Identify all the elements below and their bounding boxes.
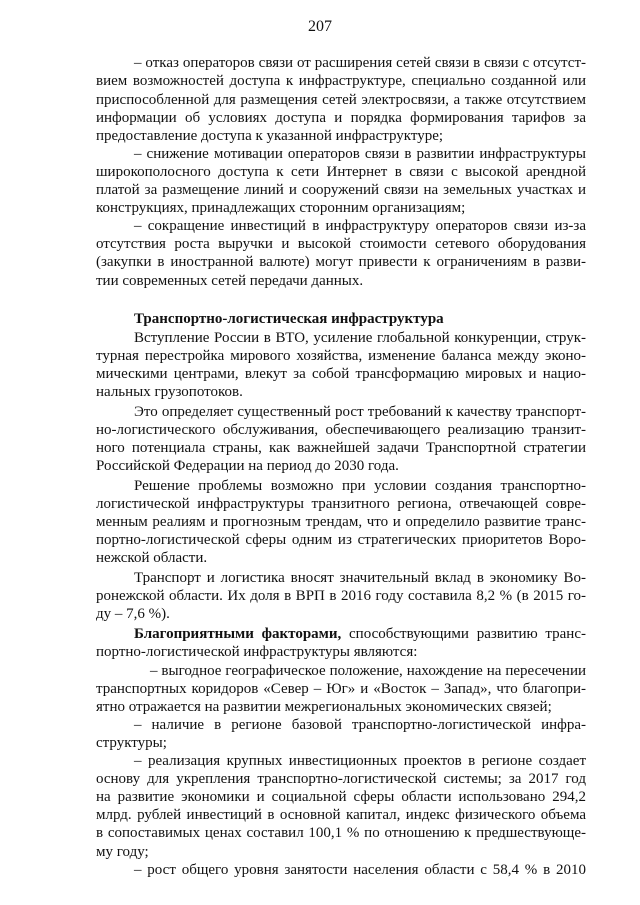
text-line: Транспорт и логистика вносят значительный вклад в экономику Во- [134, 570, 586, 586]
text-line: конструкциях, принадлежащих сторонним организациям; [96, 200, 466, 216]
text-line: Российской Федерации на период до 2030 года. [96, 458, 399, 474]
text-line: млрд. рублей инвестиций в основной капитал, индекс физического объема [96, 807, 586, 823]
text-line: – сокращение инвестиций в инфраструктуру операторов связи из-за [134, 218, 586, 234]
text-line: – наличие в регионе базовой транспортно-логистической инфра- [134, 717, 586, 733]
text-line: портно-логистической сферы одним из стратегических приоритетов Воро- [96, 532, 586, 548]
section-heading: Транспортно-логистическая инфраструктура [134, 311, 444, 327]
text-line: широкополосного доступа к сети Интернет в связи с высокой арендной [96, 164, 586, 180]
text-line: транспортных коридоров «Север – Юг» и «Восток – Запад», что благопри- [96, 681, 586, 697]
text-line [134, 625, 586, 643]
bold-phrase: Благоприятными факторами, [134, 626, 342, 642]
text-line: отсутствия роста выручки и высокой стоимости сетевого оборудования [96, 236, 586, 252]
text-fragment: способствующими развитию транс- [341, 626, 586, 642]
text-line: мическими центрами, влекут за собой трансформацию мировых и нацио- [96, 366, 586, 382]
text-line: – выгодное географическое положение, нахождение на пересечении [150, 663, 586, 679]
text-line: вием возможностей доступа к инфраструктуре, специально созданной или [96, 73, 586, 89]
text-line: на развитие экономики и социальной сферы области использовано 294,2 [96, 789, 586, 805]
text-line: информации об условиях доступа и порядка формирования тарифов за [96, 110, 586, 126]
text-line: Вступление России в ВТО, усиление глобальной конкуренции, струк- [134, 330, 586, 346]
text-line: ятно отражается на развитии межрегиональных экономических связей; [96, 699, 552, 715]
text-line: приспособленной для размещения сетей электросвязи, а также отсутствием [96, 92, 586, 108]
text-line: портно-логистической инфраструктуры являются: [96, 644, 418, 660]
text-line: ронежской области. Их доля в ВРП в 2016 году составила 8,2 % (в 2015 го- [96, 588, 586, 604]
text-line: турная перестройка мирового хозяйства, изменение баланса между эконо- [96, 348, 586, 364]
text-line: – снижение мотивации операторов связи в развитии инфраструктуры [134, 146, 586, 162]
page-number: 207 [308, 18, 332, 35]
text-line: предоставление доступа к указанной инфраструктуре; [96, 128, 444, 144]
text-line: менным реалиям и прогнозным трендам, что и определило развитие транс- [96, 514, 586, 530]
text-line: (закупки в иностранной валюте) могут привести к ограничениям в разви- [96, 254, 586, 270]
text-line: основу для укрепления транспортно-логистической системы; за 2017 год [96, 771, 586, 787]
text-line: платой за размещение линий и сооружений связи на земельных участках и [96, 182, 586, 198]
text-line: му году; [96, 844, 149, 860]
text-line: ду – 7,6 %). [96, 606, 170, 622]
text-line: – рост общего уровня занятости населения области с 58,4 % в 2010 [134, 862, 586, 878]
text-line: Решение проблемы возможно при условии создания транспортно- [134, 478, 586, 494]
text-line: нежской области. [96, 550, 208, 566]
text-line: нальных грузопотоков. [96, 384, 243, 400]
text-line: тии современных сетей передачи данных. [96, 273, 364, 289]
text-line: логистической инфраструктуры транзитного региона, отвечающей совре- [96, 496, 586, 512]
text-line: Это определяет существенный рост требований к качеству транспорт- [134, 404, 586, 420]
text-line: структуры; [96, 735, 167, 751]
text-line: ного потенциала страны, как важнейшей задачи Транспортной стратегии [96, 440, 586, 456]
text-line: в сопоставимых ценах составил 100,1 % по отношению к предшествующе- [96, 825, 586, 841]
text-line: – отказ операторов связи от расширения сетей связи в связи с отсутст- [134, 55, 586, 71]
text-line: – реализация крупных инвестиционных проектов в регионе создает [134, 753, 586, 769]
text-line: но-логистического обслуживания, обеспечивающего реализацию транзит- [96, 422, 586, 438]
